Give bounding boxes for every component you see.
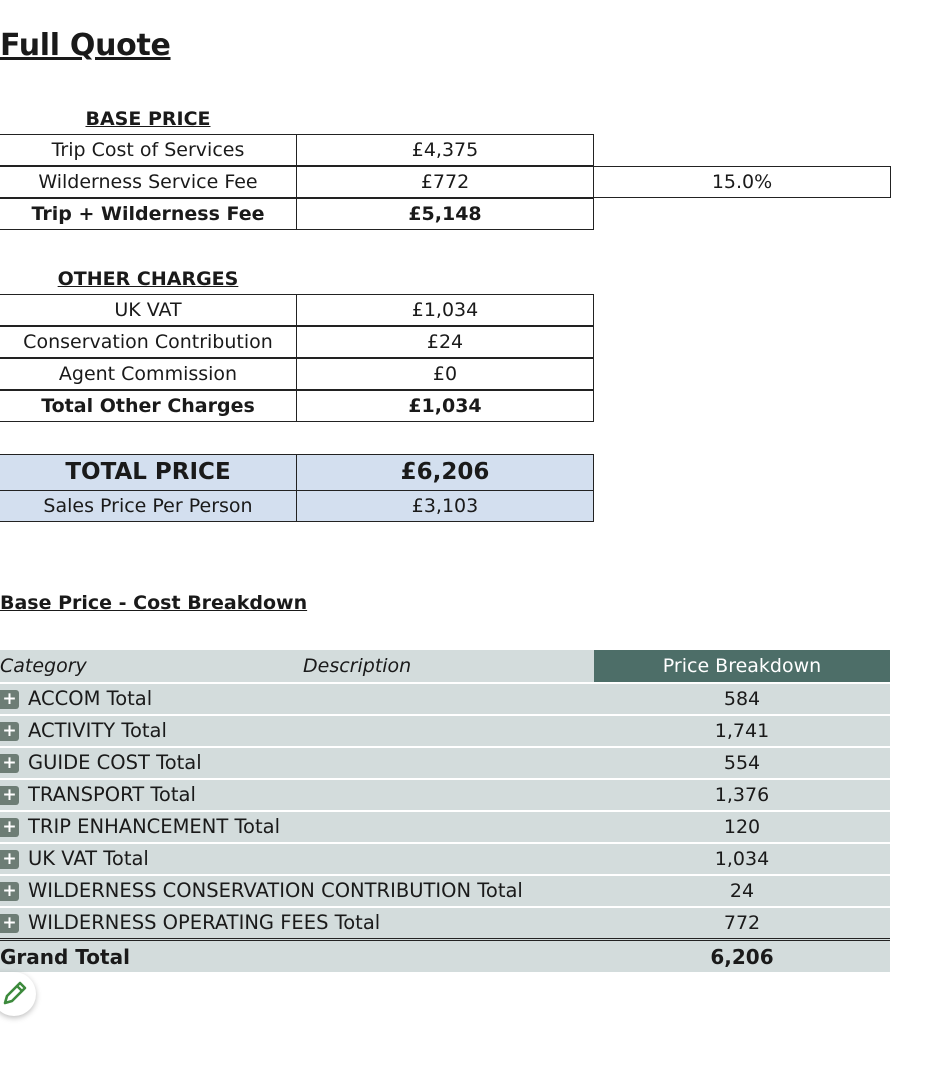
category-label: WILDERNESS CONSERVATION CONTRIBUTION Total: [28, 879, 523, 902]
price-breakdown-column-header[interactable]: Price Breakdown: [594, 650, 890, 682]
category-label: TRANSPORT Total: [28, 783, 196, 806]
category-value: 584: [723, 688, 761, 710]
total-price-row: [0, 454, 594, 491]
category-label: ACCOM Total: [28, 687, 153, 710]
row-label: Conservation Contribution: [0, 326, 297, 358]
pivot-header: [0, 650, 890, 682]
pivot-row: [0, 748, 890, 778]
grand-total-value: 6,206: [710, 945, 774, 969]
category-value: 1,034: [714, 848, 770, 870]
category-label: UK VAT Total: [28, 847, 149, 870]
row-label: UK VAT: [0, 294, 297, 326]
grand-total-label: Grand Total: [0, 945, 130, 969]
pivot-row: [0, 684, 890, 714]
price-per-person-row: [0, 490, 594, 522]
category-value: 1,376: [714, 784, 770, 806]
other-charges-heading: OTHER CHARGES: [57, 268, 239, 290]
row-value: £1,034: [297, 390, 594, 422]
pivot-row: [0, 908, 890, 938]
price-per-person-value: £3,103: [297, 490, 594, 522]
expand-icon[interactable]: +: [0, 690, 19, 709]
total-price-label: TOTAL PRICE: [0, 454, 297, 491]
category-value: 554: [723, 752, 761, 774]
category-label: GUIDE COST Total: [28, 751, 202, 774]
other-charges-total-row: [0, 390, 594, 422]
other-charges-row: [0, 326, 594, 358]
category-value: 120: [723, 816, 761, 838]
row-label: Total Other Charges: [0, 390, 297, 422]
total-price-value: £6,206: [297, 454, 594, 491]
category-value: 1,741: [714, 720, 770, 742]
other-charges-row: [0, 358, 594, 390]
row-label: Trip Cost of Services: [0, 134, 297, 166]
row-label: Wilderness Service Fee: [0, 166, 297, 198]
expand-icon[interactable]: +: [0, 722, 19, 741]
row-value: £5,148: [297, 198, 594, 230]
pivot-row: [0, 876, 890, 906]
base-price-heading: BASE PRICE: [85, 108, 211, 130]
category-label: ACTIVITY Total: [28, 719, 167, 742]
category-value: 772: [723, 912, 761, 934]
expand-icon[interactable]: +: [0, 818, 19, 837]
fee-percentage: 15.0%: [594, 166, 891, 198]
expand-icon[interactable]: +: [0, 786, 19, 805]
edit-button[interactable]: [0, 972, 36, 1016]
price-per-person-label: Sales Price Per Person: [0, 490, 297, 522]
row-value: £24: [297, 326, 594, 358]
row-label: Trip + Wilderness Fee: [0, 198, 297, 230]
row-value: £0: [297, 358, 594, 390]
base-price-total-row: [0, 198, 594, 230]
pivot-row: [0, 716, 890, 746]
base-price-row: [0, 134, 594, 166]
grand-total-row: [0, 938, 890, 972]
pivot-row: [0, 812, 890, 842]
pivot-row: [0, 780, 890, 810]
expand-icon[interactable]: +: [0, 882, 19, 901]
expand-icon[interactable]: +: [0, 850, 19, 869]
row-value: £772: [297, 166, 594, 198]
row-value: £4,375: [297, 134, 594, 166]
pivot-row: [0, 844, 890, 874]
other-charges-row: [0, 294, 594, 326]
expand-icon[interactable]: +: [0, 754, 19, 773]
category-label: WILDERNESS OPERATING FEES Total: [28, 911, 381, 934]
expand-icon[interactable]: +: [0, 914, 19, 933]
pencil-icon: [0, 979, 29, 1009]
breakdown-heading: Base Price - Cost Breakdown: [0, 592, 308, 614]
page-title: Full Quote: [0, 28, 171, 63]
category-label: TRIP ENHANCEMENT Total: [28, 815, 280, 838]
description-column-header[interactable]: Description: [303, 655, 412, 677]
row-label: Agent Commission: [0, 358, 297, 390]
base-price-row: [0, 166, 891, 198]
category-column-header[interactable]: Category: [0, 655, 87, 677]
category-value: 24: [729, 880, 755, 902]
row-value: £1,034: [297, 294, 594, 326]
